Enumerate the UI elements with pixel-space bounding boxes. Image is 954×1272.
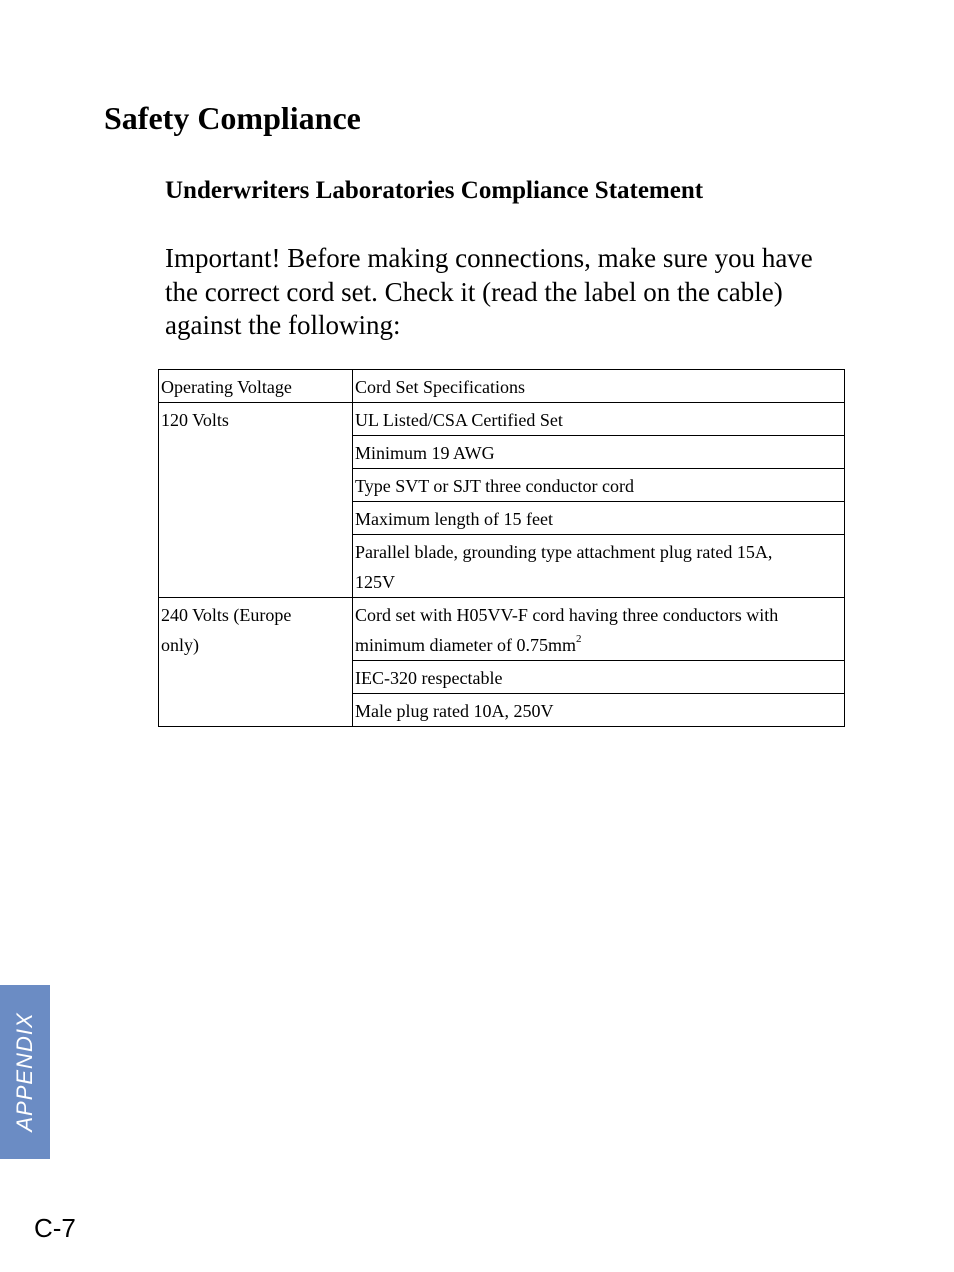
voltage-cell-240 — [159, 598, 353, 727]
intro-line: against the following: — [165, 310, 401, 340]
voltage-label: 240 Volts (Europe — [161, 605, 292, 625]
page-number: C-7 — [34, 1213, 76, 1243]
spec-cell: IEC-320 respectable — [353, 661, 845, 694]
spec-cell: Type SVT or SJT three conductor cord — [353, 469, 845, 502]
spec-line: 125V — [355, 572, 395, 592]
voltage-label: only) — [161, 635, 199, 655]
table-header-row — [159, 370, 845, 403]
intro-line: Important! Before making connections, make sure you have — [165, 243, 813, 273]
cord-set-spec-table — [158, 369, 845, 727]
voltage-label: 120 Volts — [161, 410, 229, 430]
table-row — [159, 598, 845, 661]
appendix-tab-label: APPENDIX — [12, 1012, 37, 1132]
spec-cell: UL Listed/CSA Certified Set — [353, 403, 845, 436]
spec-cell — [353, 535, 845, 598]
spec-line — [355, 630, 842, 660]
table-row — [159, 403, 845, 436]
intro-line: the correct cord set. Check it (read the label on the cable) — [165, 276, 783, 307]
section-heading: Underwriters Laboratories Compliance Statement — [165, 177, 704, 204]
appendix-side-tab — [0, 985, 50, 1159]
spec-line: Cord set with H05VV-F cord having three conductors with — [355, 605, 779, 625]
intro-paragraph — [165, 242, 865, 343]
spec-cell: Male plug rated 10A, 250V — [353, 694, 845, 727]
spec-line: Parallel blade, grounding type attachment plug rated 15A, — [355, 542, 773, 562]
voltage-cell-120 — [159, 403, 353, 598]
spec-cell: Maximum length of 15 feet — [353, 502, 845, 535]
spec-text: minimum diameter of 0.75mm — [355, 635, 576, 655]
superscript: 2 — [575, 633, 582, 645]
page-title: Safety Compliance — [104, 100, 361, 136]
header-operating-voltage: Operating Voltage — [159, 370, 353, 403]
spec-cell — [353, 598, 845, 661]
header-cord-set-specifications: Cord Set Specifications — [353, 370, 845, 403]
spec-cell: Minimum 19 AWG — [353, 436, 845, 469]
